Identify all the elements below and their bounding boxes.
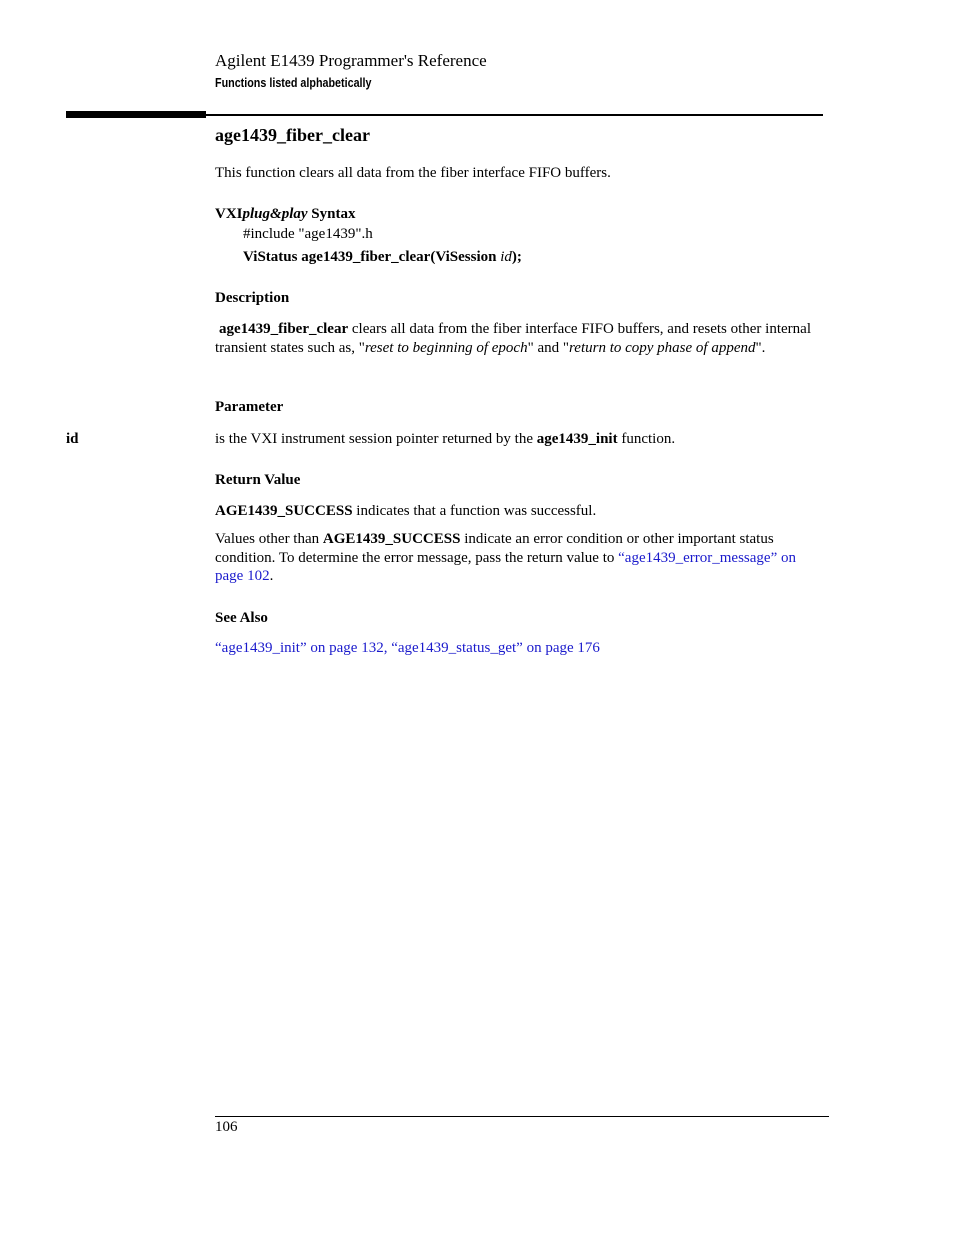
see-also-separator: ,	[383, 640, 392, 656]
header-rule-thick	[66, 111, 206, 118]
see-also-links	[215, 639, 600, 658]
description-paragraph	[215, 320, 815, 357]
signature-prefix: ViStatus age1439_fiber_clear(ViSession	[243, 249, 501, 265]
error-message-link[interactable]: “age1439_error_message” on page 102	[215, 549, 796, 584]
parameter-heading: Parameter	[215, 399, 284, 415]
description-heading: Description	[215, 290, 290, 306]
description-text-1: clears all data from the fiber interface FIFO buffers, and resets other internal transient states such as, "	[215, 321, 811, 356]
parameter-init-name: age1439_init	[536, 431, 618, 447]
see-also-heading: See Also	[215, 610, 268, 626]
see-also-status-get-link[interactable]: “age1439_status_get” on page 176	[391, 640, 600, 656]
parameter-text-2: function.	[617, 431, 676, 447]
syntax-include-line: #include "age1439".h	[243, 226, 373, 242]
syntax-heading-italic: plug&play	[242, 206, 308, 222]
return-value-heading: Return Value	[215, 472, 301, 488]
return-other-text-2: indicate an error condition or other important status condition. To determine the error message, pass the return value to	[215, 531, 774, 566]
header-rule-thin	[206, 114, 823, 116]
function-summary: This function clears all data from the fiber interface FIFO buffers.	[215, 165, 611, 181]
return-other-paragraph	[215, 530, 825, 586]
page-number: 106	[215, 1119, 238, 1135]
parameter-description	[215, 430, 825, 449]
return-success-line	[215, 502, 825, 521]
return-success-name: AGE1439_SUCCESS	[215, 503, 353, 519]
syntax-heading-prefix: VXI	[215, 206, 243, 222]
function-title: age1439_fiber_clear	[215, 125, 370, 145]
syntax-heading	[215, 206, 355, 223]
running-header-section: Functions listed alphabetically	[215, 76, 372, 90]
return-other-bold: AGE1439_SUCCESS	[322, 531, 461, 547]
return-other-text-1: Values other than	[215, 531, 323, 547]
parameter-name: id	[66, 431, 79, 447]
signature-param: id	[500, 249, 512, 265]
description-text-3: ".	[755, 339, 766, 356]
see-also-init-link[interactable]: “age1439_init” on page 132	[215, 640, 384, 656]
return-success-text: indicates that a function was successful.	[352, 503, 597, 519]
description-italic-1: reset to beginning of epoch	[364, 339, 528, 356]
description-italic-2: return to copy phase of append	[569, 339, 756, 356]
footer-rule	[215, 1116, 829, 1117]
parameter-text-1: is the VXI instrument session pointer returned by the	[215, 431, 537, 447]
return-other-text-3: .	[269, 568, 274, 584]
signature-suffix: );	[511, 249, 522, 265]
description-text-2: " and "	[527, 339, 569, 356]
syntax-heading-suffix: Syntax	[307, 206, 356, 222]
description-func-name: age1439_fiber_clear	[219, 321, 349, 337]
running-header-title: Agilent E1439 Programmer's Reference	[215, 51, 487, 70]
syntax-signature	[243, 248, 522, 267]
